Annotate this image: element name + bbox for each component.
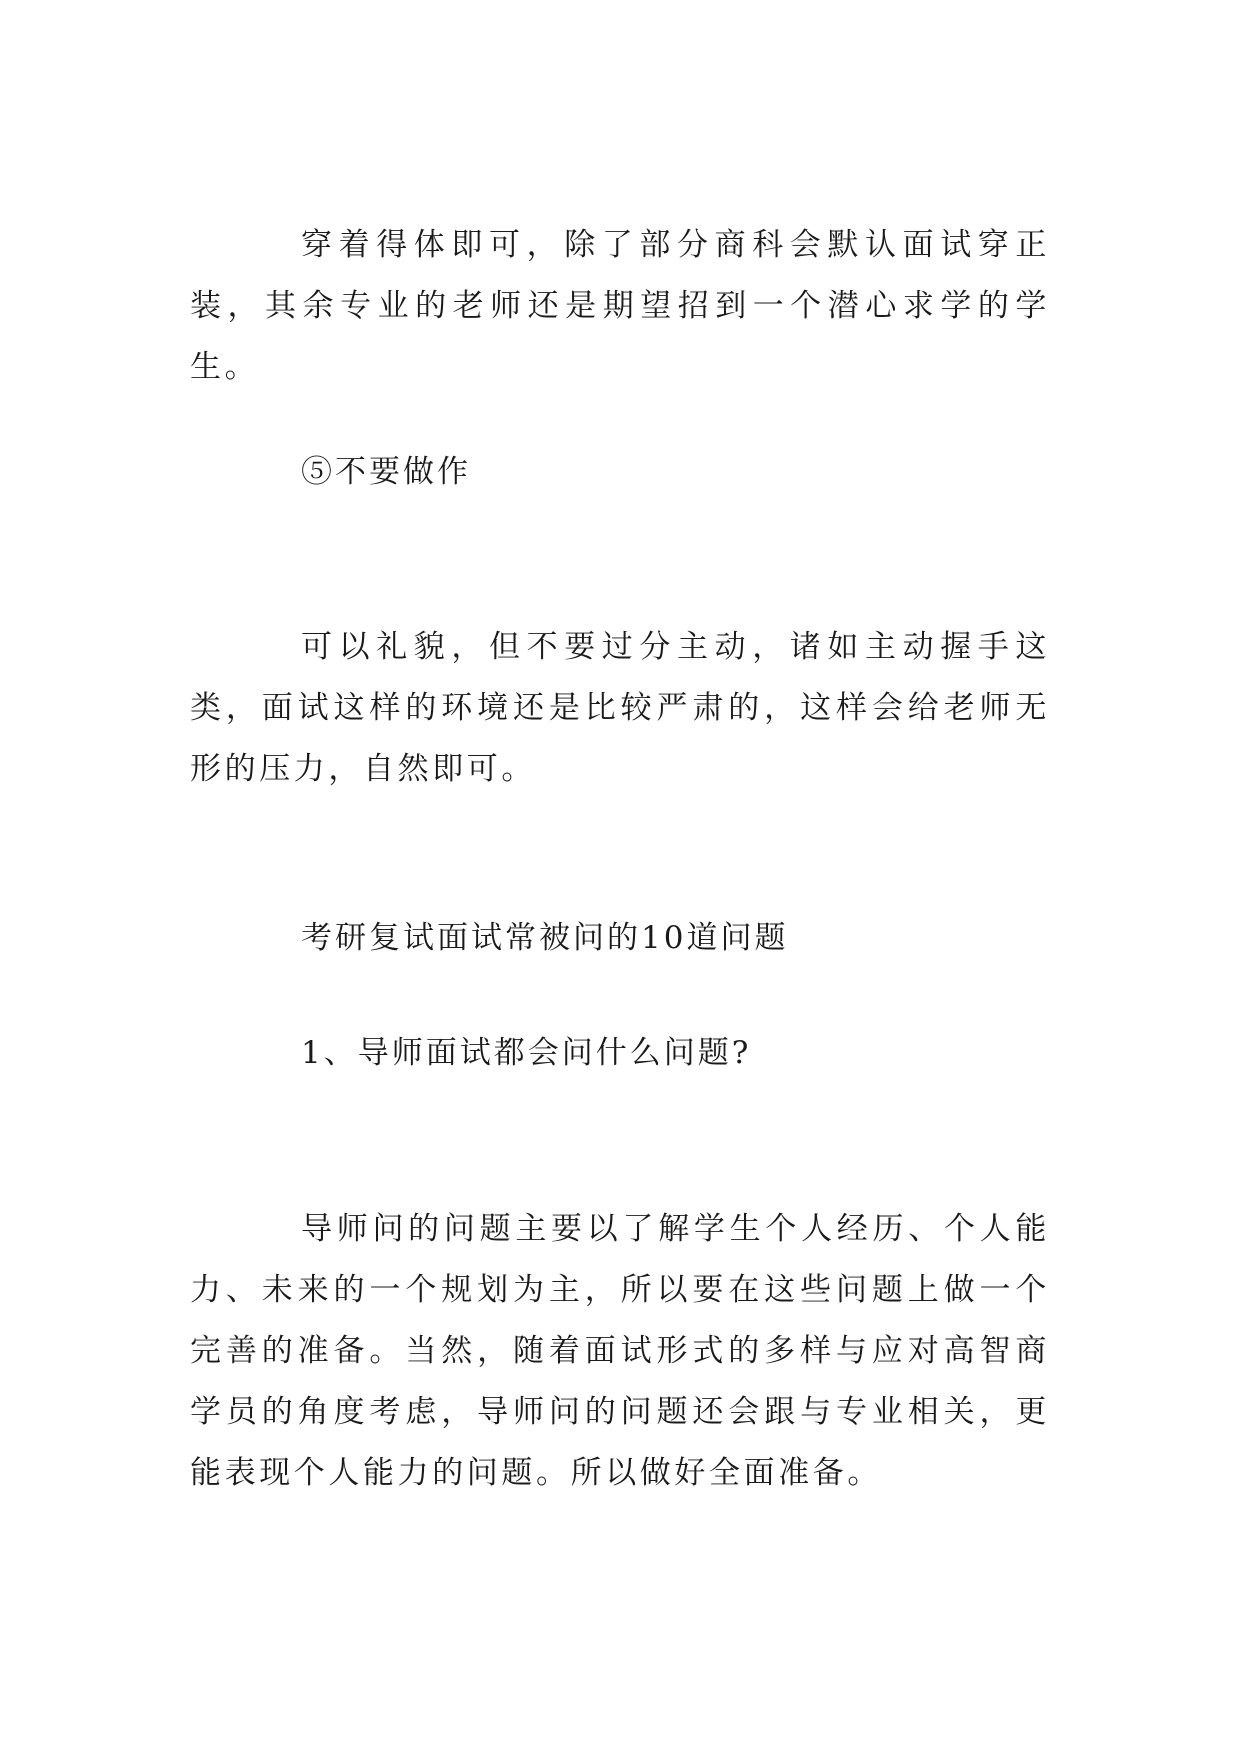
section-heading-ten-questions: 考研复试面试常被问的10道问题 (301, 920, 789, 956)
paragraph-dress-advice: 穿着得体即可，除了部分商科会默认面试穿正装，其余专业的老师还是期望招到一个潜心求学的学生。 (190, 227, 1050, 385)
paragraph-advisor-questions: 导师问的问题主要以了解学生个人经历、个人能力、未来的一个规划为主，所以要在这些问题上做一个完善的准备。当然，随着面试形式的多样与应对高智商学员的角度考虑，导师问的问题还会跟与专业相关，更能表现个人能力的问题。所以做好全面准备。 (190, 1211, 1050, 1491)
section-heading-no-pretense: ⑤不要做作 (301, 454, 471, 490)
question-heading-1: 1、导师面试都会问什么问题? (301, 1035, 752, 1071)
paragraph-politeness: 可以礼貌，但不要过分主动，诸如主动握手这类，面试这样的环境还是比较严肃的，这样会给老师无形的压力，自然即可。 (190, 629, 1050, 787)
